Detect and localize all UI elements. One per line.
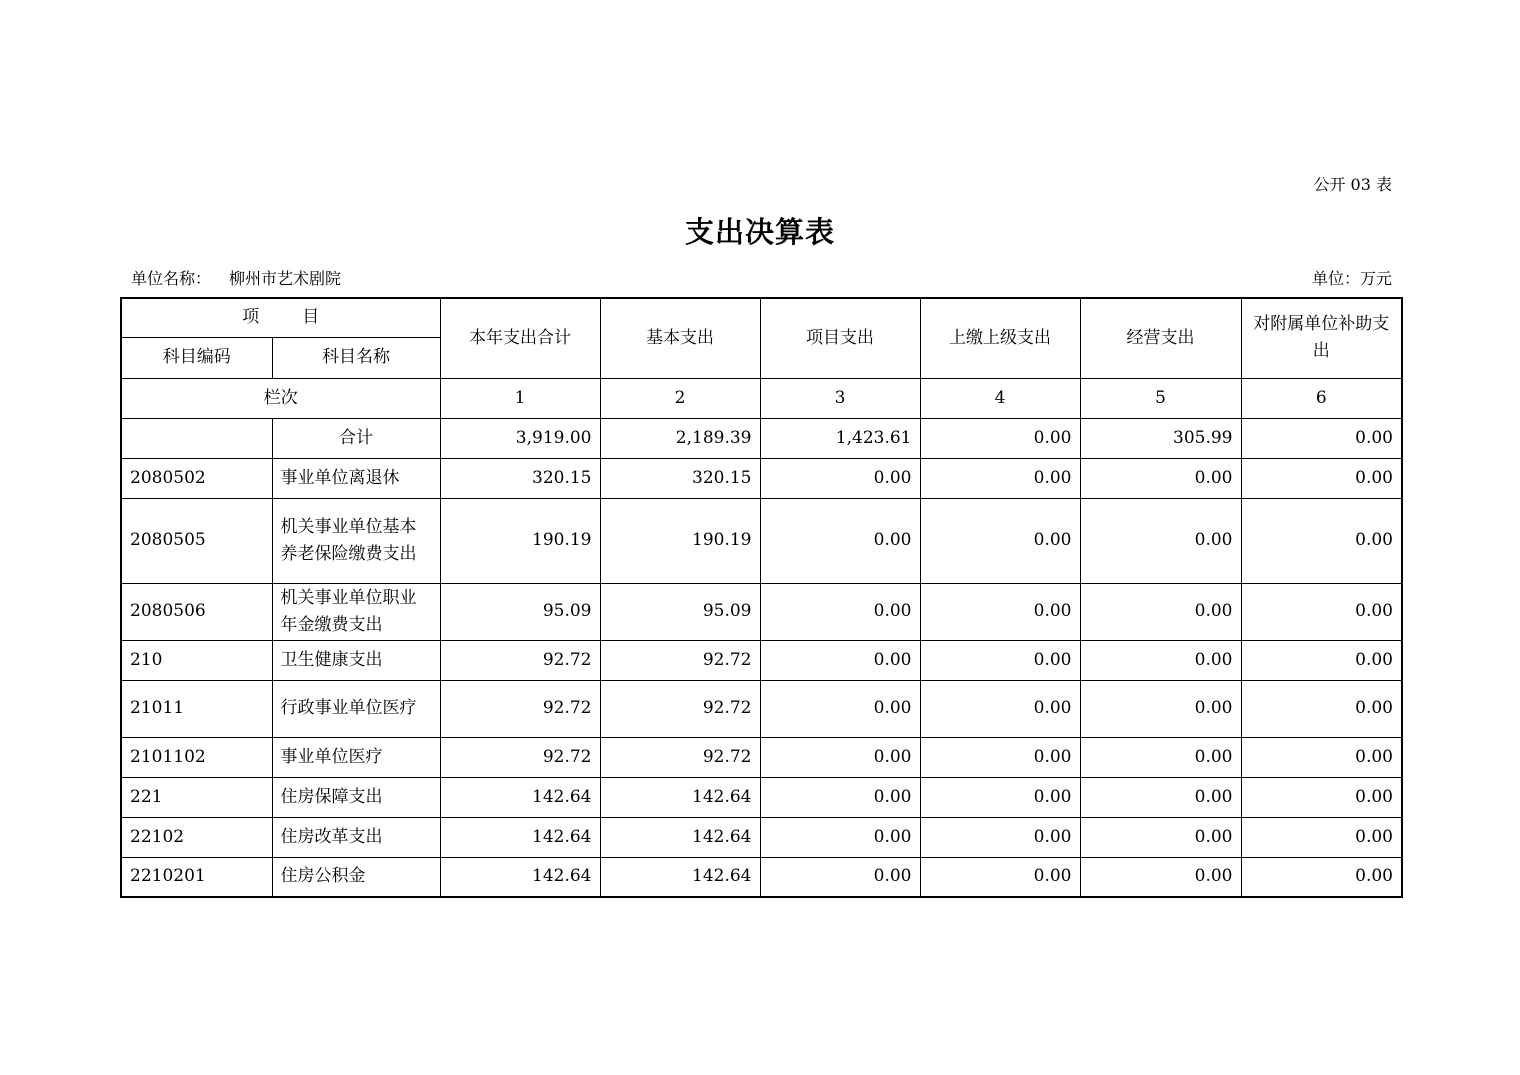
row-v6: 0.00 [1241, 498, 1402, 583]
row-v3: 0.00 [760, 737, 920, 777]
row-v4: 0.00 [920, 857, 1080, 897]
row-v6: 0.00 [1241, 737, 1402, 777]
row-v6: 0.00 [1241, 640, 1402, 680]
page-title: 支出决算表 [684, 215, 835, 249]
table-row-total [121, 418, 1402, 458]
row-name: 行政事业单位医疗 [272, 680, 440, 737]
row-v5: 0.00 [1080, 583, 1241, 640]
row-code: 22102 [121, 817, 272, 857]
row-v6: 0.00 [1241, 583, 1402, 640]
row-name: 住房保障支出 [272, 777, 440, 817]
row-v5: 305.99 [1080, 418, 1241, 458]
row-name: 卫生健康支出 [272, 640, 440, 680]
row-v2: 142.64 [600, 817, 760, 857]
row-v2: 142.64 [600, 777, 760, 817]
table-row [121, 458, 1402, 498]
row-name: 事业单位医疗 [272, 737, 440, 777]
row-v2: 142.64 [600, 857, 760, 897]
row-v3: 0.00 [760, 498, 920, 583]
row-v3: 0.00 [760, 640, 920, 680]
unit-name-line [131, 266, 341, 289]
index-4: 4 [920, 378, 1080, 418]
row-v4: 0.00 [920, 777, 1080, 817]
table-row [121, 498, 1402, 583]
row-v6: 0.00 [1241, 680, 1402, 737]
row-v5: 0.00 [1080, 640, 1241, 680]
table-row [121, 583, 1402, 640]
row-v6: 0.00 [1241, 817, 1402, 857]
index-6: 6 [1241, 378, 1402, 418]
row-name: 住房改革支出 [272, 817, 440, 857]
row-v4: 0.00 [920, 583, 1080, 640]
row-v3: 0.00 [760, 680, 920, 737]
row-name: 合计 [272, 418, 440, 458]
row-v5: 0.00 [1080, 777, 1241, 817]
row-v5: 0.00 [1080, 498, 1241, 583]
header-col1: 本年支出合计 [440, 298, 600, 378]
row-v4: 0.00 [920, 498, 1080, 583]
header-col2: 基本支出 [600, 298, 760, 378]
form-id: 公开 03 表 [1313, 175, 1392, 194]
header-row-1 [121, 298, 1402, 337]
table-row [121, 817, 1402, 857]
row-v5: 0.00 [1080, 737, 1241, 777]
row-v3: 0.00 [760, 817, 920, 857]
row-v3: 0.00 [760, 777, 920, 817]
index-3: 3 [760, 378, 920, 418]
row-v2: 92.72 [600, 640, 760, 680]
row-code: 2080502 [121, 458, 272, 498]
row-v4: 0.00 [920, 737, 1080, 777]
row-code: 221 [121, 777, 272, 817]
row-v1: 95.09 [440, 583, 600, 640]
row-v2: 95.09 [600, 583, 760, 640]
row-v4: 0.00 [920, 418, 1080, 458]
row-v1: 92.72 [440, 680, 600, 737]
row-code: 2101102 [121, 737, 272, 777]
row-v2: 320.15 [600, 458, 760, 498]
table-row [121, 777, 1402, 817]
row-v6: 0.00 [1241, 418, 1402, 458]
row-v6: 0.00 [1241, 458, 1402, 498]
row-v1: 142.64 [440, 777, 600, 817]
row-v6: 0.00 [1241, 777, 1402, 817]
table-row [121, 640, 1402, 680]
header-col6: 对附属单位补助支出 [1241, 298, 1402, 378]
header-item: 项 目 [121, 298, 440, 337]
row-v4: 0.00 [920, 680, 1080, 737]
row-code: 21011 [121, 680, 272, 737]
row-v3: 0.00 [760, 458, 920, 498]
row-v5: 0.00 [1080, 857, 1241, 897]
row-v5: 0.00 [1080, 458, 1241, 498]
row-v1: 92.72 [440, 737, 600, 777]
row-code: 2080506 [121, 583, 272, 640]
header-col4: 上缴上级支出 [920, 298, 1080, 378]
table-row [121, 680, 1402, 737]
unit-name-value: 柳州市艺术剧院 [229, 269, 342, 288]
row-v2: 92.72 [600, 737, 760, 777]
row-v3: 0.00 [760, 857, 920, 897]
row-v3: 0.00 [760, 583, 920, 640]
row-v2: 92.72 [600, 680, 760, 737]
row-v1: 190.19 [440, 498, 600, 583]
index-2: 2 [600, 378, 760, 418]
currency-unit: 单位：万元 [1311, 269, 1392, 288]
row-v4: 0.00 [920, 640, 1080, 680]
index-1: 1 [440, 378, 600, 418]
row-v1: 320.15 [440, 458, 600, 498]
row-name: 事业单位离退休 [272, 458, 440, 498]
row-code: 210 [121, 640, 272, 680]
expenditure-table [120, 297, 1403, 898]
row-name: 机关事业单位基本养老保险缴费支出 [272, 498, 440, 583]
row-v2: 2,189.39 [600, 418, 760, 458]
row-name: 机关事业单位职业年金缴费支出 [272, 583, 440, 640]
row-v4: 0.00 [920, 458, 1080, 498]
header-col3: 项目支出 [760, 298, 920, 378]
row-name: 住房公积金 [272, 857, 440, 897]
index-row [121, 378, 1402, 418]
row-code: 2080505 [121, 498, 272, 583]
row-v4: 0.00 [920, 817, 1080, 857]
index-5: 5 [1080, 378, 1241, 418]
row-v1: 142.64 [440, 857, 600, 897]
header-col5: 经营支出 [1080, 298, 1241, 378]
row-v6: 0.00 [1241, 857, 1402, 897]
table-row [121, 857, 1402, 897]
row-code: 2210201 [121, 857, 272, 897]
table-row [121, 737, 1402, 777]
header-name: 科目名称 [272, 337, 440, 378]
row-v5: 0.00 [1080, 817, 1241, 857]
row-v2: 190.19 [600, 498, 760, 583]
row-v1: 92.72 [440, 640, 600, 680]
unit-name-label: 单位名称： [131, 269, 212, 288]
row-v1: 142.64 [440, 817, 600, 857]
row-code [121, 418, 272, 458]
row-v3: 1,423.61 [760, 418, 920, 458]
row-v1: 3,919.00 [440, 418, 600, 458]
header-code: 科目编码 [121, 337, 272, 378]
row-v5: 0.00 [1080, 680, 1241, 737]
index-label: 栏次 [121, 378, 440, 418]
